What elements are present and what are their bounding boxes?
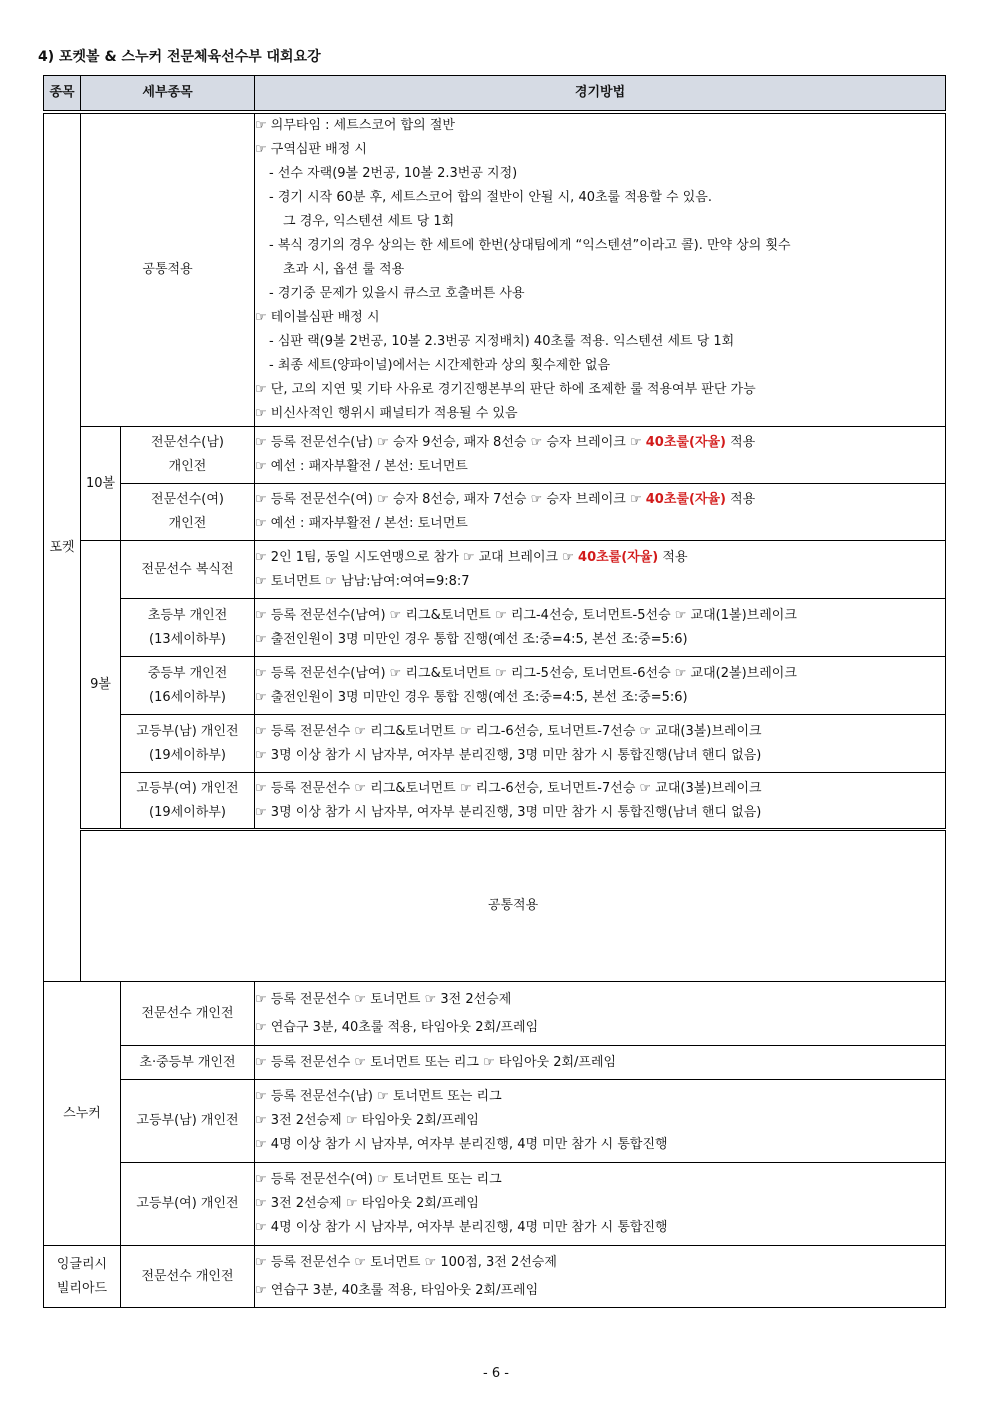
header-method: 경기방법 (255, 76, 946, 113)
rule-line: ☞ 테이블심판 배정 시 (255, 310, 380, 325)
page-title: 4) 포켓볼 & 스누커 전문체육선수부 대회요강 (38, 49, 321, 65)
snooker-high-women-row (44, 1163, 946, 1246)
rule-line: ☞ 등록 전문선수 ☞ 토너먼트 또는 리그 ☞ 타임아웃 2회/프레임 (255, 1054, 617, 1070)
ball9-high-women-row (44, 773, 946, 830)
event-name-line2: (16세이하부) (149, 689, 226, 705)
snooker-junior-row (44, 1046, 946, 1080)
rule-line: ☞ 등록 전문선수(여) ☞ 토너먼트 또는 리그 (255, 1172, 502, 1187)
rule-line: - 심판 랙(9볼 2번공, 10볼 2.3번공 지정배치) 40초룰 적용. 익스텐션 세트 당 1회 (269, 334, 735, 349)
category-pocket: 포켓 (44, 112, 81, 982)
event-method (255, 484, 946, 541)
event-name-line2: (19세이하부) (149, 804, 226, 820)
event-name-line1: 초등부 개인전 (147, 607, 228, 623)
ball9-label: 9볼 (81, 541, 121, 830)
category-english-billiards (44, 1246, 121, 1308)
event-method (255, 715, 946, 773)
rule-line: - 최종 세트(양파이널)에서는 시간제한과 상의 횟수제한 없음 (269, 358, 611, 373)
event-name: 전문선수 개인전 (121, 982, 255, 1046)
rule-line: ☞ 등록 전문선수 ☞ 토너먼트 ☞ 3전 2선승제 (255, 991, 512, 1007)
header-subcategory: 세부종목 (81, 76, 255, 113)
rule-line: ☞ 토너먼트 ☞ 남남:남여:여여=9:8:7 (255, 573, 470, 589)
event-method (255, 1046, 946, 1080)
event-name-line1: 고등부(여) 개인전 (136, 780, 239, 796)
event-name (121, 599, 255, 657)
event-name: 전문선수 개인전 (121, 1246, 255, 1308)
rule-line: - 선수 자랙(9볼 2번공, 10볼 2.3번공 지정) (269, 166, 518, 181)
category-snooker: 스누커 (44, 982, 121, 1246)
english-billiards-row (44, 1246, 946, 1308)
rule-line: ☞ 등록 전문선수(남여) ☞ 리그&토너먼트 ☞ 리그-5선승, 토너먼트-6선승 ☞ 교대(2볼)브레이크 (255, 665, 797, 681)
ball10-label: 10볼 (81, 427, 121, 541)
highlight-40sec-rule: 40초룰(자율) (645, 435, 726, 450)
page-number: - 6 - (483, 1366, 509, 1381)
rule-line: ☞ 연습구 3분, 40초룰 적용, 타임아웃 2회/프레임 (255, 1019, 539, 1035)
ball9-middle-row (44, 657, 946, 715)
event-name-line2: 개인전 (168, 516, 207, 531)
snooker-high-men-row (44, 1080, 946, 1163)
rule-line: ☞ 3전 2선승제 ☞ 타임아웃 2회/프레임 (255, 1196, 479, 1211)
event-name-line1: 고등부(남) 개인전 (136, 723, 239, 739)
event-name-line1: 전문선수(남) (151, 435, 224, 450)
ball9-elementary-row (44, 599, 946, 657)
event-method (255, 599, 946, 657)
rule-line: ☞ 등록 전문선수(남여) ☞ 리그&토너먼트 ☞ 리그-4선승, 토너먼트-5선승 ☞ 교대(1볼)브레이크 (255, 607, 797, 623)
rule-line: ☞ 출전인원이 3명 미만인 경우 통합 진행(예선 조:중=4:5, 본선 조:중=5:6) (255, 631, 688, 647)
snooker-pro-row (44, 982, 946, 1046)
event-method (255, 541, 946, 599)
event-name-line2: 개인전 (168, 459, 207, 474)
rule-line: ☞ 예선 : 패자부활전 / 본선: 토너먼트 (255, 459, 468, 474)
rule-line: ☞ 4명 이상 참가 시 남자부, 여자부 분리진행, 4명 미만 참가 시 통합진행 (255, 1137, 668, 1152)
category-line1: 잉글리시 (56, 1256, 108, 1272)
event-name-line1: 중등부 개인전 (147, 665, 228, 681)
rule-line: ☞ 단, 고의 지연 및 기타 사유로 경기진행본부의 판단 하에 조제한 룰 적용여부 판단 가능 (255, 382, 756, 397)
event-name: 고등부(여) 개인전 (121, 1163, 255, 1246)
rules-table (43, 75, 946, 1308)
header-category: 종목 (44, 76, 81, 113)
event-name-line1: 전문선수(여) (151, 492, 224, 507)
rule-line: - 경기 시작 60분 후, 세트스코어 합의 절반이 안될 시, 40초룰 적용할 수 있음. (269, 190, 712, 205)
rule-line: ☞ 등록 전문선수(남) ☞ 토너먼트 또는 리그 (255, 1089, 502, 1104)
rule-line: ☞ 2인 1팀, 동일 시도연맹으로 참가 ☞ 교대 브레이크 ☞ 40초룰(자율) 적용 (255, 549, 688, 565)
general-common-row (44, 830, 946, 982)
rule-line: ☞ 출전인원이 3명 미만인 경우 통합 진행(예선 조:중=4:5, 본선 조:중=5:6) (255, 689, 688, 705)
rule-line: ☞ 3명 이상 참가 시 남자부, 여자부 분리진행, 3명 미만 참가 시 통합진행(남녀 핸디 없음) (255, 804, 762, 820)
rule-line: ☞ 등록 전문선수(여) ☞ 승자 8선승, 패자 7선승 ☞ 승자 브레이크 ☞ 40초룰(자율) 적용 (255, 492, 756, 507)
rule-line: 그 경우, 익스텐션 세트 당 1회 (283, 214, 455, 229)
rule-line: ☞ 3전 2선승제 ☞ 타임아웃 2회/프레임 (255, 1113, 479, 1128)
event-method (255, 773, 946, 830)
rule-line: ☞ 등록 전문선수 ☞ 리그&토너먼트 ☞ 리그-6선승, 토너먼트-7선승 ☞ 교대(3볼)브레이크 (255, 723, 762, 739)
ball9-high-men-row (44, 715, 946, 773)
event-method (255, 427, 946, 484)
rule-line: ☞ 4명 이상 참가 시 남자부, 여자부 분리진행, 4명 미만 참가 시 통합진행 (255, 1220, 668, 1235)
general-common-label: 공통적용 (81, 830, 946, 982)
event-name-line2: (13세이하부) (149, 631, 226, 647)
rule-line: ☞ 등록 전문선수 ☞ 리그&토너먼트 ☞ 리그-6선승, 토너먼트-7선승 ☞ 교대(3볼)브레이크 (255, 780, 762, 796)
pocket-common-label: 공통적용 (81, 112, 255, 427)
event-name (121, 715, 255, 773)
event-name (121, 427, 255, 484)
pocket-common-method (255, 112, 946, 427)
rule-line: ☞ 3명 이상 참가 시 남자부, 여자부 분리진행, 3명 미만 참가 시 통합진행(남녀 핸디 없음) (255, 747, 762, 763)
pocket-common-row (44, 112, 946, 427)
table-header-row (44, 76, 946, 113)
rule-line: ☞ 연습구 3분, 40초룰 적용, 타임아웃 2회/프레임 (255, 1282, 539, 1298)
ball10-men-row (44, 427, 946, 484)
event-name: 고등부(남) 개인전 (121, 1080, 255, 1163)
event-name (121, 657, 255, 715)
event-method (255, 982, 946, 1046)
event-method (255, 1163, 946, 1246)
rule-line: ☞ 예선 : 패자부활전 / 본선: 토너먼트 (255, 516, 468, 531)
event-name (121, 773, 255, 830)
rule-line: 초과 시, 옵션 룰 적용 (283, 262, 405, 277)
event-name-line2: (19세이하부) (149, 747, 226, 763)
event-name: 전문선수 복식전 (121, 541, 255, 599)
highlight-40sec-rule: 40초룰(자율) (645, 492, 726, 507)
ball10-women-row (44, 484, 946, 541)
event-method (255, 657, 946, 715)
rule-line: ☞ 등록 전문선수(남) ☞ 승자 9선승, 패자 8선승 ☞ 승자 브레이크 ☞ 40초룰(자율) 적용 (255, 435, 756, 450)
rule-line: - 복식 경기의 경우 상의는 한 세트에 한번(상대팀에게 “익스텐션”이라고 콜). 만약 상의 횟수 (269, 238, 791, 253)
category-line2: 빌리아드 (56, 1280, 108, 1296)
rule-line: ☞ 의무타임 : 세트스코어 합의 절반 (255, 118, 455, 133)
rule-line: ☞ 구역심판 배정 시 (255, 142, 367, 157)
event-name (121, 484, 255, 541)
ball9-doubles-row (44, 541, 946, 599)
rule-line: ☞ 비신사적인 행위시 패널티가 적용될 수 있음 (255, 406, 518, 421)
highlight-40sec-rule: 40초룰(자율) (578, 549, 659, 565)
event-method (255, 1246, 946, 1308)
event-method (255, 1080, 946, 1163)
event-name: 초·중등부 개인전 (121, 1046, 255, 1080)
rule-line: - 경기중 문제가 있을시 큐스코 호출버튼 사용 (269, 286, 525, 301)
rule-line: ☞ 등록 전문선수 ☞ 토너먼트 ☞ 100점, 3전 2선승제 (255, 1254, 557, 1270)
